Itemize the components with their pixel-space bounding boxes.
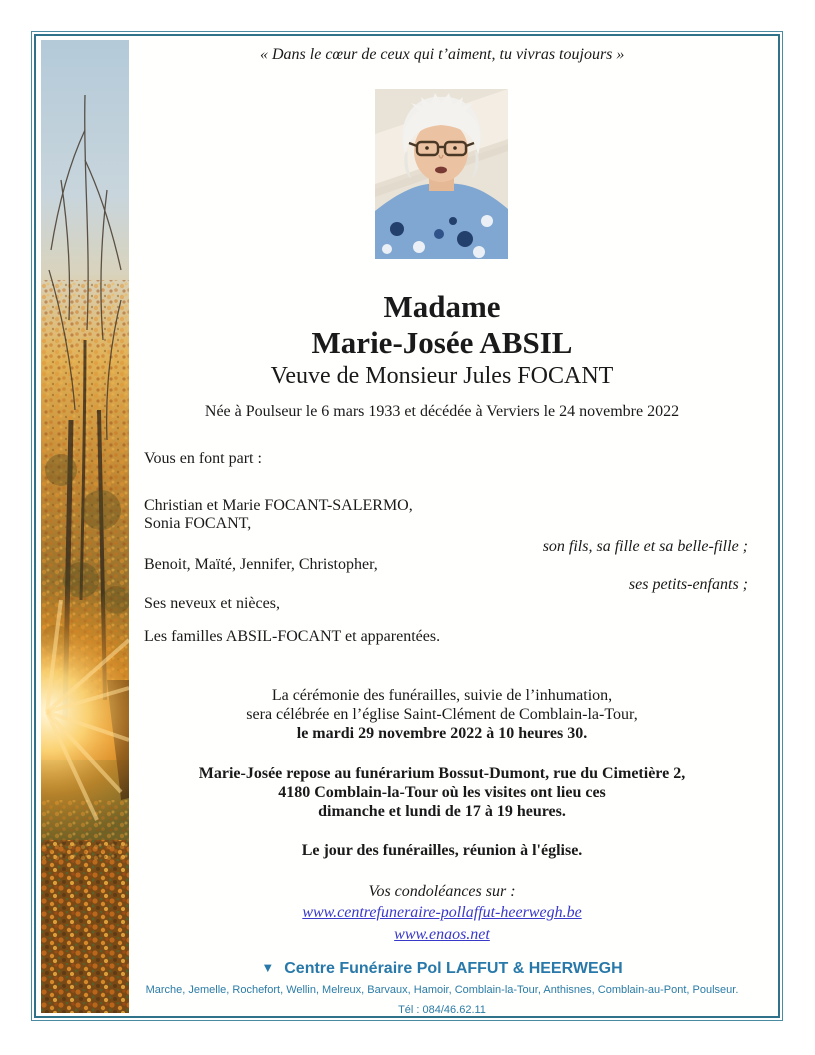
family-nephews-line: Ses neveux et nièces, bbox=[144, 595, 280, 612]
repose-line3: dimanche et lundi de 17 à 19 heures. bbox=[318, 803, 566, 820]
family-children-line2: Sonia FOCANT, bbox=[144, 515, 252, 532]
repose-line2: 4180 Comblain-la-Tour où les visites ont lieu ces bbox=[278, 784, 606, 801]
reunion-line: Le jour des funérailles, réunion à l'église. bbox=[301, 842, 583, 859]
announcement-intro: Vous en font part : bbox=[144, 450, 262, 467]
portrait-art bbox=[375, 89, 508, 259]
condolence-link-row-2 bbox=[130, 926, 754, 944]
card-border bbox=[31, 31, 783, 1021]
ceremony-block bbox=[130, 686, 754, 743]
autumn-photo-art bbox=[41, 40, 129, 1013]
card-content bbox=[130, 36, 754, 1018]
repose-block bbox=[130, 764, 754, 821]
title-madame: Madame bbox=[383, 289, 501, 324]
family-children-line1: Christian et Marie FOCANT-SALERMO, bbox=[144, 497, 413, 514]
down-triangle-icon: ▼ bbox=[261, 960, 275, 975]
condolences-label: Vos condoléances sur : bbox=[368, 883, 516, 900]
autumn-photo bbox=[41, 40, 129, 1013]
portrait-photo bbox=[375, 89, 508, 259]
relation-children: son fils, sa fille et sa belle-fille ; bbox=[542, 538, 748, 555]
family-families-line: Les familles ABSIL-FOCANT et apparentées. bbox=[144, 628, 441, 645]
ceremony-date-line: le mardi 29 novembre 2022 à 10 heures 30. bbox=[296, 725, 588, 742]
family-grandchildren-line: Benoit, Maïté, Jennifer, Christopher, bbox=[144, 556, 378, 573]
widow-line: Veuve de Monsieur Jules FOCANT bbox=[270, 363, 614, 389]
repose-line1: Marie-Josée repose au funérarium Bossut-Dumont, rue du Cimetière 2, bbox=[198, 765, 686, 782]
funeral-home-banner bbox=[130, 960, 754, 978]
relation-grandchildren: ses petits-enfants ; bbox=[628, 576, 748, 593]
funeral-home-phone: Tél : 084/46.62.11 bbox=[398, 1004, 486, 1016]
ceremony-line2: sera célébrée en l’église Saint-Clément de Comblain-la-Tour, bbox=[246, 706, 638, 723]
card-inner-border bbox=[34, 34, 780, 1018]
ceremony-line1: La cérémonie des funérailles, suivie de l’inhumation, bbox=[271, 687, 613, 704]
condolence-link-funeraire[interactable]: www.centrefuneraire-pollaffut-heerwegh.be bbox=[302, 904, 582, 921]
funeral-home-name: Centre Funéraire Pol LAFFUT & HEERWEGH bbox=[284, 960, 623, 977]
condolence-link-enaos[interactable]: www.enaos.net bbox=[394, 926, 490, 943]
memorial-quote: « Dans le cœur de ceux qui t’aiment, tu vivras toujours » bbox=[260, 46, 625, 63]
condolence-link-row-1 bbox=[130, 904, 754, 922]
life-dates: Née à Poulseur le 6 mars 1933 et décédée à Verviers le 24 novembre 2022 bbox=[204, 403, 680, 420]
funeral-home-locations: Marche, Jemelle, Rochefort, Wellin, Melreux, Barvaux, Hamoir, Comblain-la-Tour, Anthisnes, Comblain-au-Pont, Poulseur. bbox=[145, 984, 739, 996]
deceased-name: Marie-Josée ABSIL bbox=[311, 325, 573, 360]
